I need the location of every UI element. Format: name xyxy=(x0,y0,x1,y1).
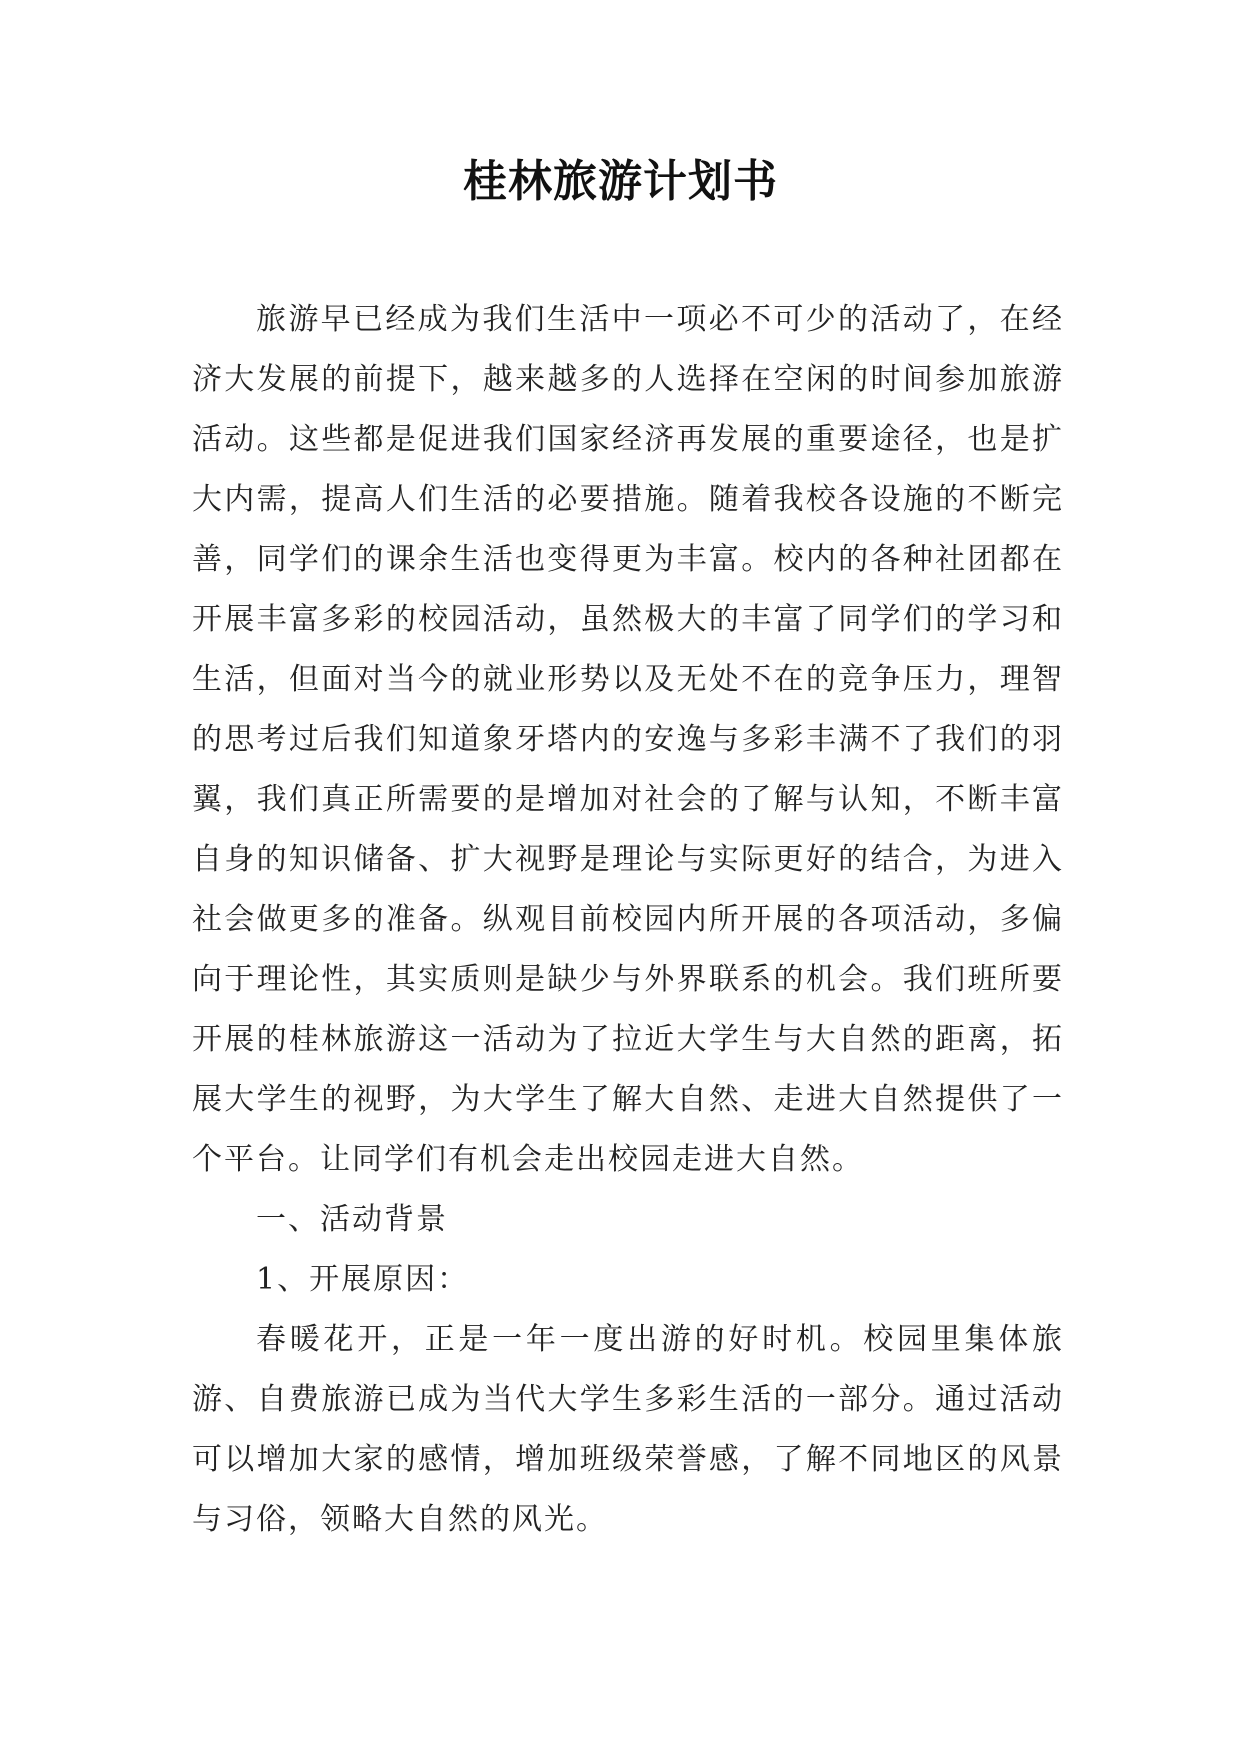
reason-paragraph: 春暖花开，正是一年一度出游的好时机。校园里集体旅游、自费旅游已成为当代大学生多彩生活的一部分。通过活动可以增加大家的感情，增加班级荣誉感，了解不同地区的风景与习俗，领略大自然的风光。 xyxy=(192,1322,1064,1537)
subsection-heading-reason: 1、开展原因： xyxy=(256,1262,470,1297)
document-body xyxy=(192,290,1064,1550)
document-title: 桂林旅游计划书 xyxy=(463,156,778,207)
section-heading-background: 一、活动背景 xyxy=(256,1202,448,1237)
intro-paragraph: 旅游早已经成为我们生活中一项必不可少的活动了，在经济大发展的前提下，越来越多的人选择在空闲的时间参加旅游活动。这些都是促进我们国家经济再发展的重要途径，也是扩大内需，提高人们生活的必要措施。随着我校各设施的不断完善，同学们的课余生活也变得更为丰富。校内的各种社团都在开展丰富多彩的校园活动，虽然极大的丰富了同学们的学习和生活，但面对当今的就业形势以及无处不在的竞争压力，理智的思考过后我们知道象牙塔内的安逸与多彩丰满不了我们的羽翼，我们真正所需要的是增加对社会的了解与认知，不断丰富自身的知识储备、扩大视野是理论与实际更好的结合，为进入社会做更多的准备。纵观目前校园内所开展的各项活动，多偏向于理论性，其实质则是缺少与外界联系的机会。我们班所要开展的桂林旅游这一活动为了拉近大学生与大自然的距离，拓展大学生的视野，为大学生了解大自然、走进大自然提供了一个平台。让同学们有机会走出校园走进大自然。 xyxy=(192,302,1064,1177)
